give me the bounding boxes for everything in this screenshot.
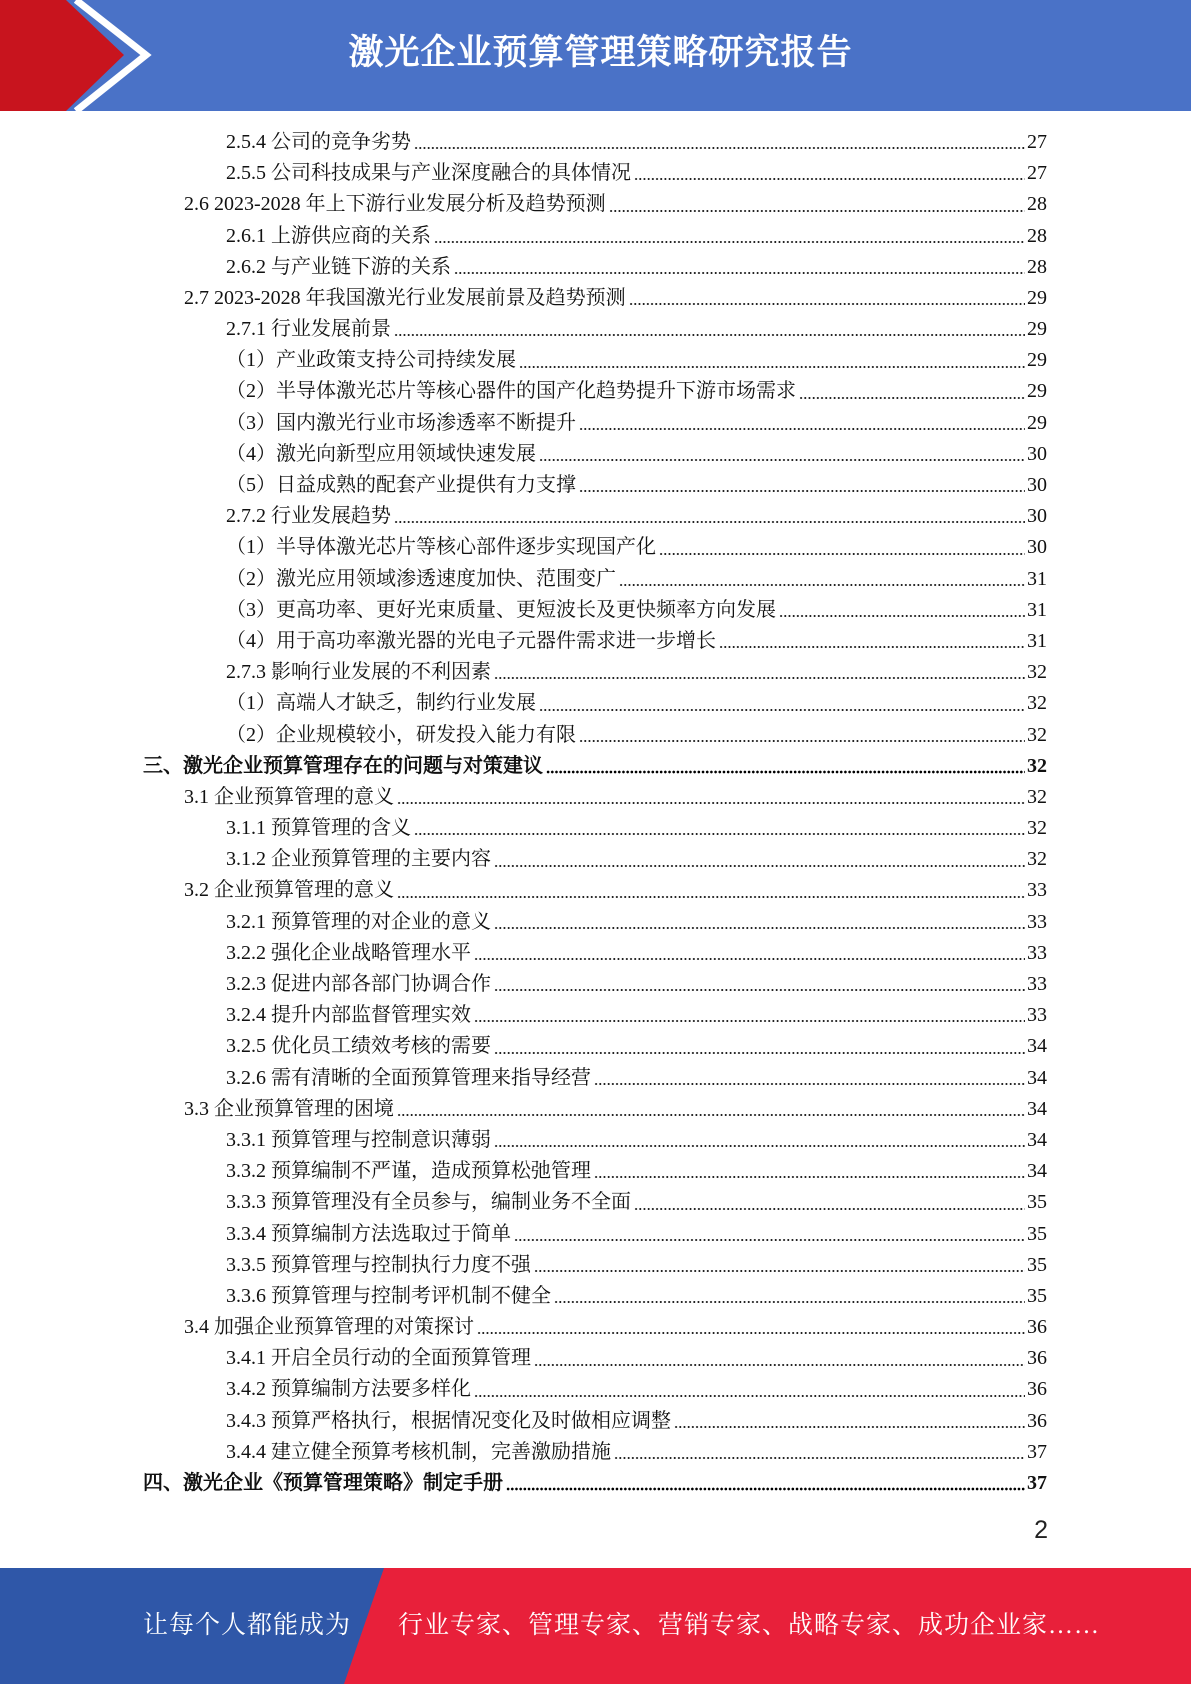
toc-entry[interactable] [143, 876, 1047, 907]
toc-entry[interactable] [143, 626, 1047, 657]
toc-entry-page: 36 [1027, 1378, 1047, 1401]
toc-dot-leader [534, 1269, 1025, 1273]
toc-dot-leader [397, 1113, 1025, 1117]
toc-entry-title: 3.1.2 企业预算管理的主要内容 [226, 848, 491, 871]
toc-entry-page: 29 [1027, 349, 1047, 372]
toc-entry-page: 34 [1027, 1128, 1047, 1151]
toc-dot-leader [554, 1300, 1025, 1304]
toc-dot-leader [477, 1331, 1025, 1335]
toc-entry-title: 3.4 加强企业预算管理的对策探讨 [184, 1316, 474, 1339]
toc-entry[interactable] [143, 1250, 1047, 1281]
toc-entry[interactable] [143, 1281, 1047, 1312]
toc-entry-title: 3.2.5 优化员工绩效考核的需要 [226, 1035, 491, 1058]
toc-entry[interactable] [143, 782, 1047, 813]
toc-entry-title: 3.1.1 预算管理的含义 [226, 817, 411, 840]
toc-entry[interactable] [143, 1156, 1047, 1187]
toc-entry-title: （1）高端人才缺乏，制约行业发展 [226, 692, 536, 715]
toc-entry-page: 33 [1027, 910, 1047, 933]
toc-entry-page: 33 [1027, 1004, 1047, 1027]
toc-entry-title: 3.3.1 预算管理与控制意识薄弱 [226, 1128, 491, 1151]
toc-entry-page: 32 [1027, 692, 1047, 715]
toc-entry-page: 30 [1027, 536, 1047, 559]
toc-entry-title: 3.3.2 预算编制不严谨，造成预算松弛管理 [226, 1160, 591, 1183]
toc-entry-title: 3.2.2 强化企业战略管理水平 [226, 941, 471, 964]
toc-entry-page: 35 [1027, 1191, 1047, 1214]
toc-entry-title: 2.7.1 行业发展前景 [226, 318, 391, 341]
toc-dot-leader [394, 333, 1025, 337]
toc-dot-leader [514, 1238, 1025, 1242]
toc-dot-leader [594, 1082, 1025, 1086]
toc-entry[interactable] [143, 314, 1047, 345]
toc-entry[interactable] [143, 688, 1047, 719]
toc-entry[interactable] [143, 907, 1047, 938]
footer-slogan-left: 让每个人都能成为 [143, 1612, 352, 1639]
toc-entry-title: （1）产业政策支持公司持续发展 [226, 349, 516, 372]
toc-dot-leader [397, 801, 1025, 805]
toc-entry-title: 四、激光企业《预算管理策略》制定手册 [143, 1472, 503, 1495]
toc-dot-leader [674, 1425, 1025, 1429]
toc-entry-title: 3.4.2 预算编制方法要多样化 [226, 1378, 471, 1401]
toc-entry[interactable] [143, 813, 1047, 844]
toc-dot-leader [414, 146, 1025, 150]
toc-dot-leader [494, 926, 1025, 930]
toc-entry-title: （3）国内激光行业市场渗透率不断提升 [226, 411, 576, 434]
toc-entry-title: 3.4.3 预算严格执行，根据情况变化及时做相应调整 [226, 1409, 671, 1432]
toc-dot-leader [546, 770, 1025, 774]
toc-entry-page: 34 [1027, 1066, 1047, 1089]
toc-entry-page: 29 [1027, 318, 1047, 341]
footer-banner [0, 1568, 1191, 1684]
toc-entry-title: （5）日益成熟的配套产业提供有力支撑 [226, 474, 576, 497]
toc-entry[interactable] [143, 189, 1047, 220]
toc-entry-title: 3.3 企业预算管理的困境 [184, 1097, 394, 1120]
toc-dot-leader [474, 1019, 1025, 1023]
toc-entry[interactable] [143, 501, 1047, 532]
toc-entry[interactable] [143, 1312, 1047, 1343]
toc-dot-leader [579, 739, 1025, 743]
toc-entry[interactable] [143, 377, 1047, 408]
toc-entry-title: （1）半导体激光芯片等核心部件逐步实现国产化 [226, 536, 656, 559]
footer-slogan-right: 行业专家、管理专家、营销专家、战略专家、成功企业家…… [398, 1612, 1101, 1639]
toc-entry-page: 36 [1027, 1347, 1047, 1370]
toc-entry[interactable] [143, 657, 1047, 688]
toc-entry-title: 2.5.4 公司的竞争劣势 [226, 130, 411, 153]
toc-entry-page: 28 [1027, 224, 1047, 247]
report-header [0, 0, 1191, 111]
toc-dot-leader [659, 552, 1025, 556]
toc-chapter-entry[interactable] [143, 751, 1047, 782]
toc-dot-leader [634, 177, 1025, 181]
toc-entry-title: （4）激光向新型应用领域快速发展 [226, 442, 536, 465]
toc-dot-leader [779, 614, 1025, 618]
toc-entry-title: 3.2.1 预算管理的对企业的意义 [226, 910, 491, 933]
toc-dot-leader [614, 1456, 1025, 1460]
report-title: 激光企业预算管理策略研究报告 [348, 33, 853, 73]
toc-entry-title: （2）半导体激光芯片等核心器件的国产化趋势提升下游市场需求 [226, 380, 796, 403]
toc-entry-page: 37 [1027, 1472, 1047, 1495]
toc-entry-page: 34 [1027, 1160, 1047, 1183]
toc-entry-title: （2）企业规模较小，研发投入能力有限 [226, 723, 576, 746]
toc-entry-title: （3）更高功率、更好光束质量、更短波长及更快频率方向发展 [226, 598, 776, 621]
toc-dot-leader [394, 520, 1025, 524]
toc-entry[interactable] [143, 1187, 1047, 1218]
toc-entry-page: 36 [1027, 1316, 1047, 1339]
toc-entry-page: 32 [1027, 785, 1047, 808]
toc-dot-leader [414, 832, 1025, 836]
toc-dot-leader [719, 645, 1025, 649]
toc-entry-title: 2.5.5 公司科技成果与产业深度融合的具体情况 [226, 162, 631, 185]
toc-entry-page: 36 [1027, 1409, 1047, 1432]
toc-entry-page: 34 [1027, 1097, 1047, 1120]
toc-entry-title: 3.4.4 建立健全预算考核机制，完善激励措施 [226, 1440, 611, 1463]
toc-chapter-entry[interactable] [143, 1468, 1047, 1499]
toc-dot-leader [534, 1363, 1025, 1367]
toc-entry[interactable] [143, 564, 1047, 595]
toc-entry-page: 31 [1027, 567, 1047, 590]
toc-entry-title: 2.7 2023-2028 年我国激光行业发展前景及趋势预测 [184, 286, 626, 309]
toc-dot-leader [494, 864, 1025, 868]
toc-entry[interactable] [143, 844, 1047, 875]
toc-entry-page: 37 [1027, 1440, 1047, 1463]
toc-entry-title: 3.2 企业预算管理的意义 [184, 879, 394, 902]
toc-dot-leader [474, 1394, 1025, 1398]
toc-entry-page: 28 [1027, 255, 1047, 278]
toc-dot-leader [634, 1207, 1025, 1211]
toc-dot-leader [629, 302, 1025, 306]
toc-entry-title: 2.6 2023-2028 年上下游行业发展分析及趋势预测 [184, 193, 606, 216]
toc-entry[interactable] [143, 1031, 1047, 1062]
toc-entry[interactable] [143, 1063, 1047, 1094]
toc-entry-page: 29 [1027, 286, 1047, 309]
toc-entry[interactable] [143, 158, 1047, 189]
toc-entry[interactable] [143, 345, 1047, 376]
toc-entry-page: 29 [1027, 411, 1047, 434]
toc-entry[interactable] [143, 470, 1047, 501]
toc-entry-page: 31 [1027, 629, 1047, 652]
toc-entry-title: 3.4.1 开启全员行动的全面预算管理 [226, 1347, 531, 1370]
toc-entry-page: 32 [1027, 817, 1047, 840]
toc-entry[interactable] [143, 439, 1047, 470]
toc-entry[interactable] [143, 595, 1047, 626]
toc-entry-page: 28 [1027, 193, 1047, 216]
toc-entry-page: 35 [1027, 1222, 1047, 1245]
toc-dot-leader [494, 1051, 1025, 1055]
toc-dot-leader [594, 1175, 1025, 1179]
toc-entry[interactable] [143, 252, 1047, 283]
toc-dot-leader [506, 1487, 1025, 1491]
toc-dot-leader [519, 365, 1025, 369]
toc-entry-page: 32 [1027, 848, 1047, 871]
toc-entry-title: 3.3.5 预算管理与控制执行力度不强 [226, 1253, 531, 1276]
toc-entry-page: 30 [1027, 474, 1047, 497]
toc-entry-title: 3.1 企业预算管理的意义 [184, 785, 394, 808]
toc-entry-title: 3.3.4 预算编制方法选取过于简单 [226, 1222, 511, 1245]
toc-dot-leader [494, 1144, 1025, 1148]
toc-entry-page: 33 [1027, 941, 1047, 964]
toc-entry-title: 3.2.4 提升内部监督管理实效 [226, 1004, 471, 1027]
toc-entry-page: 34 [1027, 1035, 1047, 1058]
toc-dot-leader [397, 895, 1025, 899]
toc-entry-title: 2.7.2 行业发展趋势 [226, 505, 391, 528]
toc-dot-leader [539, 708, 1025, 712]
toc-entry-title: 3.3.6 预算管理与控制考评机制不健全 [226, 1284, 551, 1307]
toc-dot-leader [539, 458, 1025, 462]
toc-entry-page: 30 [1027, 442, 1047, 465]
toc-entry-page: 27 [1027, 162, 1047, 185]
toc-dot-leader [494, 676, 1025, 680]
toc-entry[interactable] [143, 408, 1047, 439]
toc-entry[interactable] [143, 127, 1047, 158]
toc-entry-title: 3.2.6 需有清晰的全面预算管理来指导经营 [226, 1066, 591, 1089]
toc-dot-leader [579, 489, 1025, 493]
toc-entry[interactable] [143, 1000, 1047, 1031]
toc-entry-title: 3.2.3 促进内部各部门协调合作 [226, 973, 491, 996]
toc-entry[interactable] [143, 1125, 1047, 1156]
toc-entry[interactable] [143, 221, 1047, 252]
toc-entry-title: 3.3.3 预算管理没有全员参与，编制业务不全面 [226, 1191, 631, 1214]
toc-dot-leader [609, 209, 1025, 213]
toc-entry[interactable] [143, 720, 1047, 751]
toc-entry[interactable] [143, 1219, 1047, 1250]
toc-entry[interactable] [143, 1375, 1047, 1406]
toc-dot-leader [579, 427, 1025, 431]
toc-entry-page: 32 [1027, 723, 1047, 746]
toc-entry-title: 三、激光企业预算管理存在的问题与对策建议 [143, 754, 543, 777]
toc-entry[interactable] [143, 1094, 1047, 1125]
toc-entry-title: （4）用于高功率激光器的光电子元器件需求进一步增长 [226, 629, 716, 652]
toc-entry[interactable] [143, 532, 1047, 563]
toc-entry-page: 27 [1027, 130, 1047, 153]
toc-entry-page: 32 [1027, 661, 1047, 684]
toc-dot-leader [619, 583, 1025, 587]
toc-entry-page: 30 [1027, 505, 1047, 528]
toc-entry-page: 33 [1027, 973, 1047, 996]
toc-entry-page: 31 [1027, 598, 1047, 621]
toc-entry-page: 32 [1027, 754, 1047, 777]
toc-entry-page: 35 [1027, 1284, 1047, 1307]
toc-entry-title: 2.6.1 上游供应商的关系 [226, 224, 431, 247]
toc-entry[interactable] [143, 969, 1047, 1000]
toc-entry[interactable] [143, 1406, 1047, 1437]
toc-dot-leader [454, 271, 1025, 275]
page-number: 2 [1034, 1516, 1048, 1544]
toc-entry[interactable] [143, 1437, 1047, 1468]
toc-entry-page: 35 [1027, 1253, 1047, 1276]
toc-entry[interactable] [143, 1343, 1047, 1374]
toc-dot-leader [494, 988, 1025, 992]
toc-entry[interactable] [143, 938, 1047, 969]
toc-entry-title: 2.7.3 影响行业发展的不利因素 [226, 661, 491, 684]
toc-entry[interactable] [143, 283, 1047, 314]
table-of-contents [143, 127, 1047, 1499]
toc-dot-leader [474, 957, 1025, 961]
toc-dot-leader [434, 240, 1025, 244]
toc-entry-title: （2）激光应用领域渗透速度加快、范围变广 [226, 567, 616, 590]
toc-dot-leader [799, 396, 1025, 400]
toc-entry-title: 2.6.2 与产业链下游的关系 [226, 255, 451, 278]
toc-entry-page: 29 [1027, 380, 1047, 403]
toc-entry-page: 33 [1027, 879, 1047, 902]
